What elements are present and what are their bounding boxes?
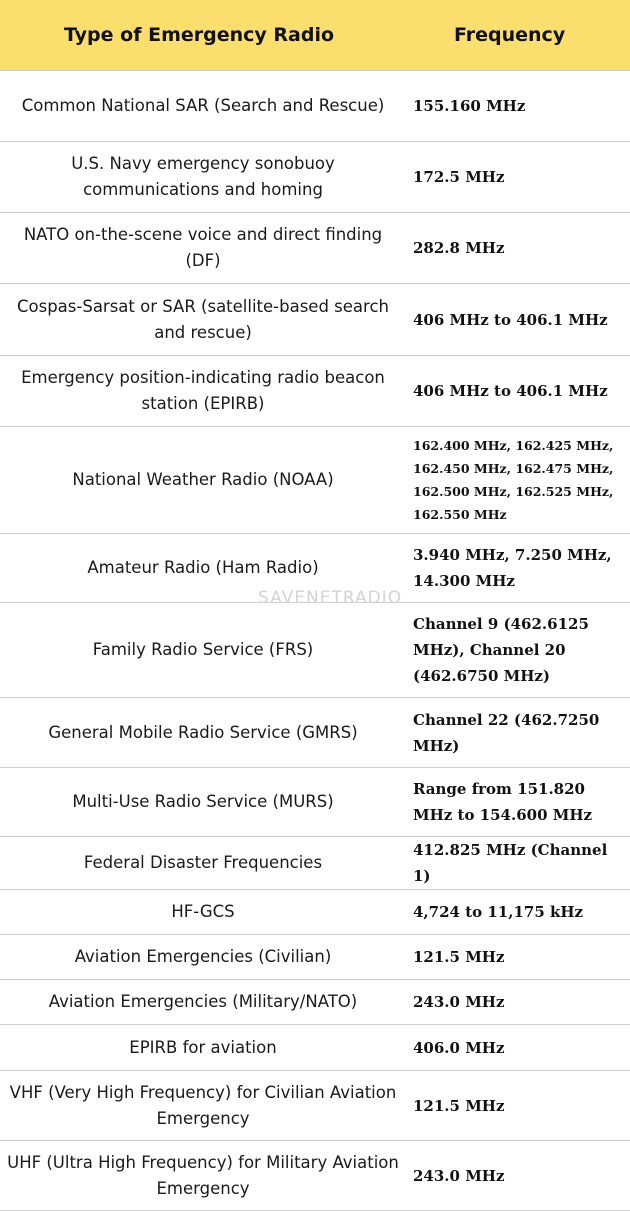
table-row <box>0 837 630 890</box>
table-row <box>0 356 630 427</box>
table-row <box>0 213 630 284</box>
table-row <box>0 71 630 142</box>
radio-type-cell: Aviation Emergencies (Civilian) <box>0 935 404 980</box>
table-row <box>0 980 630 1025</box>
frequency-cell: 406 MHz to 406.1 MHz <box>404 356 630 427</box>
frequency-cell: 406 MHz to 406.1 MHz <box>404 284 630 356</box>
radio-type-cell: NATO on-the-scene voice and direct finding (DF) <box>0 213 404 284</box>
radio-type-cell: Federal Disaster Frequencies <box>0 837 404 890</box>
table-row <box>0 935 630 980</box>
table-row <box>0 1071 630 1141</box>
radio-type-cell: EPIRB for aviation <box>0 1025 404 1071</box>
radio-type-cell: UHF (Ultra High Frequency) for Military Aviation Emergency <box>0 1141 404 1211</box>
table-row <box>0 427 630 534</box>
frequency-cell: 172.5 MHz <box>404 142 630 213</box>
frequency-cell: 282.8 MHz <box>404 213 630 284</box>
table-row <box>0 1025 630 1071</box>
frequency-cell: 243.0 MHz <box>404 980 630 1025</box>
frequency-cell: 3.940 MHz, 7.250 MHz, 14.300 MHz <box>404 534 630 603</box>
radio-type-cell: Amateur Radio (Ham Radio) <box>0 534 404 603</box>
frequency-cell: 121.5 MHz <box>404 935 630 980</box>
radio-type-cell: Cospas-Sarsat or SAR (satellite-based search and rescue) <box>0 284 404 356</box>
table-row <box>0 1141 630 1211</box>
table-row <box>0 768 630 837</box>
table-row <box>0 284 630 356</box>
watermark: SAVENETRADIO <box>258 588 403 608</box>
radio-type-cell: Multi-Use Radio Service (MURS) <box>0 768 404 837</box>
table-header-row <box>0 0 630 71</box>
radio-type-cell: VHF (Very High Frequency) for Civilian Aviation Emergency <box>0 1071 404 1141</box>
frequency-cell: 4,724 to 11,175 kHz <box>404 890 630 935</box>
frequency-cell: 162.400 MHz, 162.425 MHz, 162.450 MHz, 162.475 MHz, 162.500 MHz, 162.525 MHz, 162.550 MHz <box>404 427 630 534</box>
frequency-cell: 406.0 MHz <box>404 1025 630 1071</box>
header-type: Type of Emergency Radio <box>0 0 404 71</box>
frequency-cell: Channel 22 (462.7250 MHz) <box>404 698 630 768</box>
radio-type-cell: Family Radio Service (FRS) <box>0 603 404 698</box>
radio-type-cell: HF-GCS <box>0 890 404 935</box>
radio-type-cell: Aviation Emergencies (Military/NATO) <box>0 980 404 1025</box>
radio-type-cell: U.S. Navy emergency sonobuoy communications and homing <box>0 142 404 213</box>
frequency-cell: 155.160 MHz <box>404 71 630 142</box>
radio-type-cell: Common National SAR (Search and Rescue) <box>0 71 404 142</box>
frequency-cell: 243.0 MHz <box>404 1141 630 1211</box>
table-row <box>0 698 630 768</box>
header-frequency: Frequency <box>404 0 630 71</box>
radio-type-cell: General Mobile Radio Service (GMRS) <box>0 698 404 768</box>
table-row <box>0 534 630 603</box>
frequency-cell: 412.825 MHz (Channel 1) <box>404 837 630 890</box>
table-row <box>0 142 630 213</box>
frequency-cell: Range from 151.820 MHz to 154.600 MHz <box>404 768 630 837</box>
frequency-cell: 121.5 MHz <box>404 1071 630 1141</box>
radio-type-cell: Emergency position-indicating radio beacon station (EPIRB) <box>0 356 404 427</box>
table-row <box>0 603 630 698</box>
frequency-cell: Channel 9 (462.6125 MHz), Channel 20 (462.6750 MHz) <box>404 603 630 698</box>
radio-type-cell: National Weather Radio (NOAA) <box>0 427 404 534</box>
table-row <box>0 890 630 935</box>
